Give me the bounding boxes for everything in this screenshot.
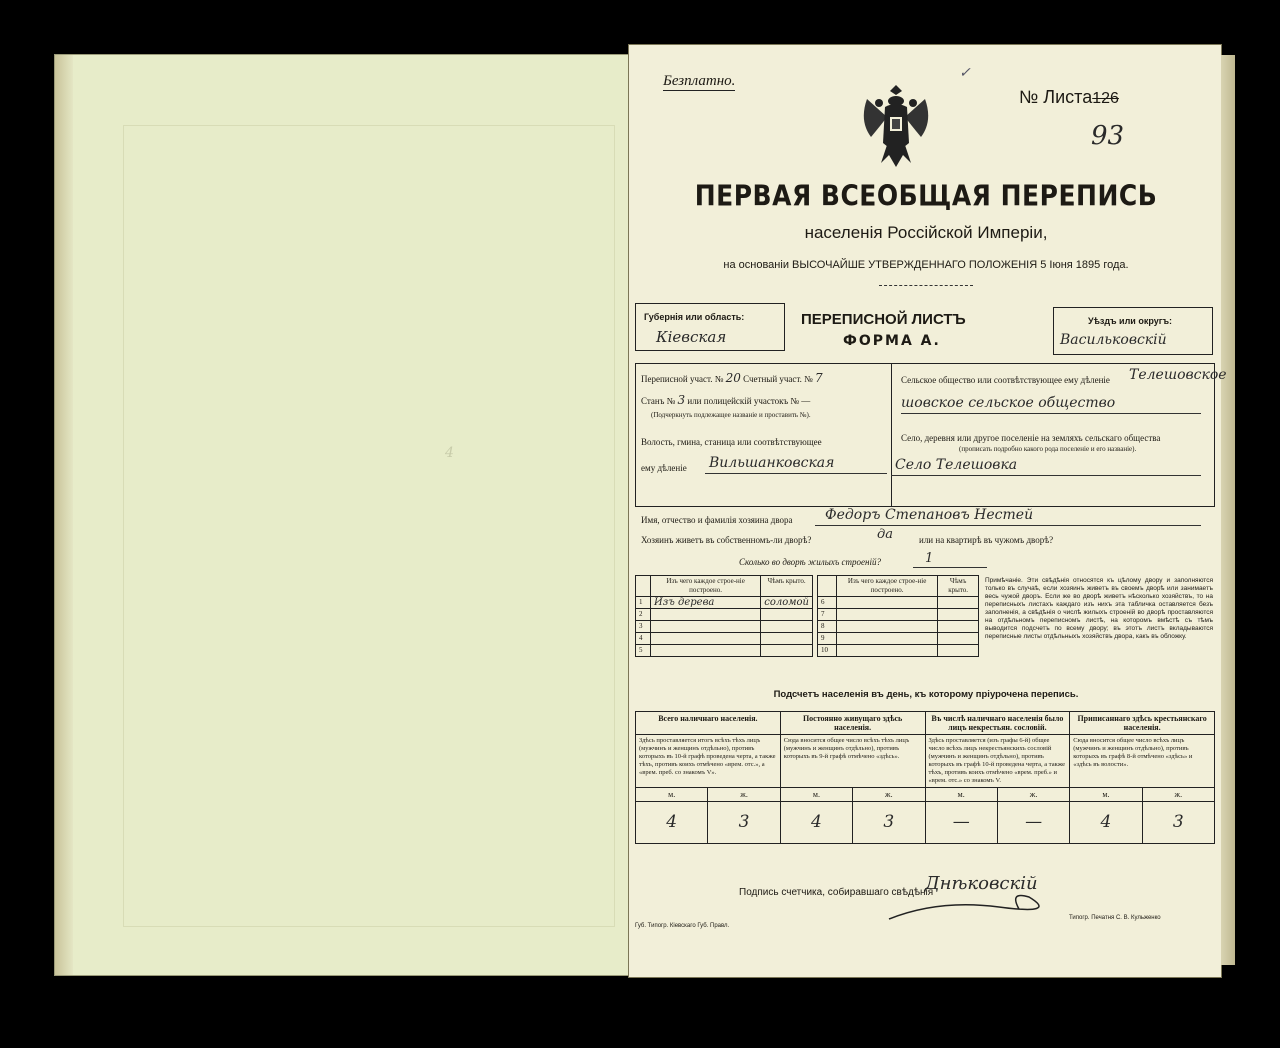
bt-left-num-head (636, 576, 651, 597)
stan-row (641, 395, 810, 406)
table-row (818, 609, 979, 621)
pop-col-1-f-label: ж. (708, 788, 780, 802)
table-row (636, 609, 813, 621)
community-value-1: Телешовское (1129, 367, 1227, 383)
pop-col-2-title: Постоянно живущаго здѣсь населенія. (780, 712, 925, 735)
volost-value: Вильшанковская (709, 455, 835, 471)
bt-left-n: 3 (636, 621, 651, 633)
bt-left-roof: соломой (761, 597, 813, 609)
police-value: — (801, 396, 811, 406)
table-row (818, 621, 979, 633)
pop-col-2-desc: Сюда вносится общее число всѣхъ тѣхъ лицъ (мужчинъ и женщинъ отдѣльно), противъ которыхъ въ 9-й графѣ отмѣчено «здѣсь». (780, 735, 925, 788)
table-row (636, 633, 813, 645)
table-row (818, 645, 979, 657)
pop-col-1-m: 4 (636, 802, 708, 844)
bt-right-roof-head: Чѣмъ крыто. (938, 576, 979, 597)
faint-mark: 4 (445, 445, 454, 461)
bt-left-n: 4 (636, 633, 651, 645)
village-note: (прописать подробно какого рода поселеніе и его названіе). (959, 445, 1137, 453)
signature-label: Подпись счетчика, собиравшаго свѣдѣнія (739, 887, 934, 898)
bt-left-material: Изъ дерева (651, 597, 761, 609)
table-row (636, 597, 813, 609)
census-plot-value: 20 (725, 371, 741, 385)
divider-ornament (879, 285, 973, 286)
sheet-number-handwritten: 93 (1091, 121, 1125, 151)
community-value-2: шовское сельское общество (901, 395, 1116, 411)
table-row (818, 597, 979, 609)
bt-right-n: 8 (818, 621, 837, 633)
bt-right-n: 6 (818, 597, 837, 609)
imperial-eagle-icon (857, 81, 935, 171)
pop-col-3-m-label: м. (925, 788, 997, 802)
census-title: ПЕРВАЯ ВСЕОБЩАЯ ПЕРЕПИСЬ (694, 178, 1158, 213)
free-label: Безплатно. (663, 73, 736, 89)
pop-col-1-title: Всего наличнаго населенія. (636, 712, 781, 735)
owner-name-underline (815, 525, 1201, 526)
pop-col-4-f-label: ж. (1142, 788, 1214, 802)
district-box (1053, 307, 1213, 355)
bt-right-roof (938, 633, 979, 645)
buildings-note: Примѣчаніе. Эти свѣдѣнія относятся къ цѣлому двору и заполняются только въ случаѣ, если хозяинъ живетъ въ своемъ дворѣ или занимаетъ весь чужой дворъ. Если же во дворѣ живетъ нѣсколько хозяйствъ, то на переписныхъ листахъ каждаго изъ нихъ эта табличка оставляется безъ заполненія, а свѣдѣнія о числѣ жилыхъ строеній во дворѣ проставляются на отдѣльномъ переписномъ листѣ, на которомъ вмѣстѣ съ тѣмъ выводится подсчетъ по всему двору; въ этотъ листъ вкладываются переписные листы отдѣльныхъ хозяйствъ двора, какъ въ обложку. (985, 577, 1213, 640)
page-stack-edge (1221, 55, 1235, 965)
bt-right-material (837, 645, 938, 657)
volost-label-2: ему дѣленіе (641, 463, 687, 473)
bt-left-n: 5 (636, 645, 651, 657)
buildings-table-right (817, 575, 979, 657)
bt-right-roof (938, 609, 979, 621)
signature-value: Днѣковскій (925, 873, 1038, 894)
pop-col-4-desc: Сюда вносится общее число всѣхъ лицъ (мужчинъ и женщинъ отдѣльно), противъ которыхъ въ графѣ 8-й отмѣчено «здѣсь» и «здѣсь въ волости». (1070, 735, 1215, 788)
census-book (40, 40, 1240, 990)
owner-lives-value: да (877, 527, 893, 542)
bt-right-material (837, 597, 938, 609)
pop-col-2-f: 3 (853, 802, 925, 844)
underline-note: (Подчеркнуть подлежащее названіе и проставить №). (651, 411, 811, 419)
province-value: Кіевская (656, 328, 727, 346)
pop-col-3-f-label: ж. (997, 788, 1069, 802)
signature-flourish-icon (879, 889, 1079, 929)
table-row (636, 621, 813, 633)
left-page-edge (55, 55, 73, 975)
bt-left-material (651, 633, 761, 645)
sheet-number-struck: 126 (1092, 90, 1119, 107)
bt-right-roof (938, 621, 979, 633)
owner-name-value: Федоръ Степановъ Нестей (825, 507, 1034, 523)
owner-name-label: Имя, отчество и фамилія хозяина двора (641, 515, 793, 525)
volost-label: Волость, гмина, станица или соотвѣтствующее (641, 437, 822, 447)
bt-right-material (837, 633, 938, 645)
bt-left-material (651, 645, 761, 657)
census-form-page (628, 44, 1227, 978)
volost-underline (705, 473, 887, 474)
census-basis: на основаніи ВЫСОЧАЙШЕ УТВЕРЖДЕННАГО ПОЛОЖЕНІЯ 5 Іюня 1895 года. (723, 259, 1129, 271)
population-heading: Подсчетъ населенія въ день, къ которому пріурочена перепись. (773, 689, 1079, 700)
sheet-label (1019, 87, 1119, 108)
table-row (818, 633, 979, 645)
community-label: Сельское общество или соотвѣтствующее ему дѣленіе (901, 375, 1110, 385)
buildings-underline (913, 567, 987, 568)
pop-col-1-m-label: м. (636, 788, 708, 802)
pop-col-3-f: — (997, 802, 1069, 844)
print-right: Типогр. Печатня С. В. Кульженко (1069, 915, 1161, 921)
bt-left-roof-head: Чѣмъ крыто. (761, 576, 813, 597)
bt-left-material-head: Изъ чего каждое строе-ніе построено. (651, 576, 761, 597)
bt-left-roof (761, 645, 813, 657)
pop-col-2-m-label: м. (780, 788, 852, 802)
pop-col-2-m: 4 (780, 802, 852, 844)
bt-left-material (651, 621, 761, 633)
population-table (635, 711, 1215, 844)
village-value: Село Телешовка (895, 457, 1018, 473)
form-title: ПЕРЕПИСНОЙ ЛИСТЪ (801, 311, 966, 328)
bt-left-n: 2 (636, 609, 651, 621)
owner-lives-label-2: или на квартирѣ въ чужомъ дворѣ? (919, 535, 1054, 545)
bt-left-roof (761, 621, 813, 633)
table-row (636, 645, 813, 657)
bt-left-roof (761, 633, 813, 645)
pop-col-3-m: — (925, 802, 997, 844)
province-box (635, 303, 785, 351)
bt-left-roof (761, 609, 813, 621)
owner-lives-label: Хозяинъ живетъ въ собственномъ-ли дворѣ? (641, 535, 812, 545)
census-plot-row (641, 373, 823, 384)
count-plot-label: Счетный участ. № (743, 374, 813, 384)
check-mark: ✓ (959, 65, 971, 81)
pop-col-4-f: 3 (1142, 802, 1214, 844)
bt-right-num-head (818, 576, 837, 597)
pop-col-1-f: 3 (708, 802, 780, 844)
pop-col-1-desc: Здѣсь проставляется итогъ всѣхъ тѣхъ лицъ (мужчинъ и женщинъ отдѣльно), противъ которыхъ въ 10-й графѣ проведена черта, а также тѣхъ, противъ коихъ отмѣчено «врем. отс.», а «врем. преб. со знакомъ V». (636, 735, 781, 788)
form-name: ФОРМА А. (843, 333, 941, 349)
district-value: Васильковскій (1060, 332, 1167, 348)
bt-right-roof (938, 597, 979, 609)
bt-right-material-head: Изъ чего каждое строе-ніе построено. (837, 576, 938, 597)
buildings-label: Сколько во дворѣ жилыхъ строеній? (739, 557, 881, 567)
count-plot-value: 7 (815, 371, 823, 385)
province-label: Губернія или область: (644, 312, 745, 322)
bt-right-n: 10 (818, 645, 837, 657)
bt-left-n: 1 (636, 597, 651, 609)
bt-right-roof (938, 645, 979, 657)
community-underline (901, 413, 1201, 414)
bt-left-material (651, 609, 761, 621)
village-label: Село, деревня или другое поселеніе на земляхъ сельскаго общества (901, 433, 1161, 443)
census-subtitle: населенія Россійской Имперіи, (804, 223, 1048, 242)
village-underline (891, 475, 1201, 476)
location-divider (891, 363, 892, 507)
left-page-bleed-through (123, 125, 615, 927)
pop-col-3-desc: Здѣсь проставляется (изъ графы 6-й) общее число всѣхъ лицъ некрестьянскихъ сословій (мужчинъ и женщинъ отдѣльно), противъ которыхъ въ графѣ 10-й проведена черта, а также тѣхъ, противъ коихъ отмѣчено «врем. преб.» и «врем. отс.» со знакомъ V. (925, 735, 1070, 788)
bt-right-n: 9 (818, 633, 837, 645)
pop-col-4-m-label: м. (1070, 788, 1142, 802)
bt-right-n: 7 (818, 609, 837, 621)
buildings-table-left (635, 575, 813, 657)
bt-right-material (837, 609, 938, 621)
left-page-blank (54, 54, 654, 976)
print-left: Губ. Типогр. Кіевскаго Губ. Правл. (635, 923, 730, 929)
stan-value: 3 (677, 393, 686, 407)
pop-col-3-title: Въ числѣ наличнаго населенія было лицъ некрестьян. сословій. (925, 712, 1070, 735)
bt-right-material (837, 621, 938, 633)
district-label: Уѣздъ или округъ: (1088, 316, 1173, 326)
buildings-value: 1 (925, 551, 934, 566)
stan-label: Станъ № (641, 396, 676, 406)
census-plot-label: Переписной участ. № (641, 374, 724, 384)
sheet-label-text: № Листа (1019, 87, 1093, 107)
pop-col-4-m: 4 (1070, 802, 1142, 844)
pop-col-4-title: Приписаннаго здѣсь крестьянскаго населенія. (1070, 712, 1215, 735)
police-label: или полицейскій участокъ № (687, 396, 800, 406)
pop-col-2-f-label: ж. (853, 788, 925, 802)
